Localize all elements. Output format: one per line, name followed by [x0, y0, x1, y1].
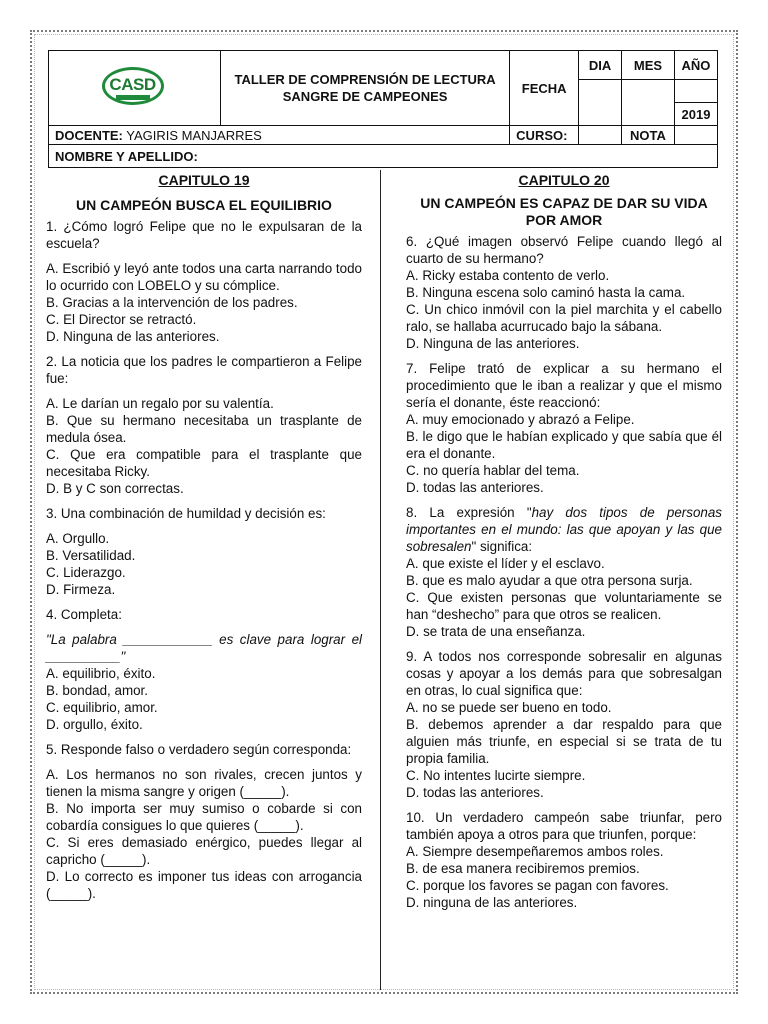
q1-option-a[interactable]: A. Escribió y leyó ante todos una carta narrando todo lo ocurrido con LOBELO y su cómplice. [46, 261, 362, 293]
book-title: SANGRE DE CAMPEONES [282, 89, 448, 104]
right-column [406, 170, 722, 911]
q4-option-b[interactable]: B. bondad, amor. [46, 683, 148, 698]
dia-label: DIA [579, 51, 622, 80]
q1-option-c[interactable]: C. El Director se retractó. [46, 312, 197, 327]
chapter-20-subtitle: UN CAMPEÓN ES CAPAZ DE DAR SU VIDA POR AMOR [420, 195, 708, 228]
q8-option-a[interactable]: A. que existe el líder y el esclavo. [406, 556, 605, 571]
q2-option-c[interactable]: C. Que era compatible para el trasplante que necesitaba Ricky. [46, 447, 362, 479]
mes-label: MES [622, 51, 675, 80]
ano-label: AÑO [674, 51, 717, 80]
nombre-field[interactable]: NOMBRE Y APELLIDO: [49, 145, 718, 168]
q8-quote: hay dos tipos de personas importantes en el mundo: las que apoyan y las que sobresalen [406, 505, 722, 554]
q7-option-d[interactable]: D. todas las anteriores. [406, 480, 544, 495]
q4-option-d[interactable]: D. orgullo, éxito. [46, 717, 143, 732]
q10-option-c[interactable]: C. porque los favores se pagan con favores. [406, 878, 669, 893]
q10-option-a[interactable]: A. Siempre desempeñaremos ambos roles. [406, 844, 664, 859]
curso-field[interactable] [579, 126, 622, 145]
q1-option-d[interactable]: D. Ninguna de las anteriores. [46, 329, 220, 344]
q3-option-b[interactable]: B. Versatilidad. [46, 548, 136, 563]
q2-option-a[interactable]: A. Le darían un regalo por su valentía. [46, 396, 274, 411]
title-cell [221, 51, 510, 126]
docente-row [49, 126, 510, 145]
q1-option-b[interactable]: B. Gracias a la intervención de los padres. [46, 295, 298, 310]
left-column [46, 170, 362, 902]
q5-statement-b[interactable]: B. No importa ser muy sumiso o cobarde si con cobardía consigues lo que quieres (_____). [46, 801, 362, 833]
question-5: 5. Responde falso o verdadero según corresponda: [46, 742, 352, 757]
school-logo: CASD [102, 67, 168, 109]
q9-option-d[interactable]: D. todas las anteriores. [406, 785, 544, 800]
q9-option-c[interactable]: C. No intentes lucirte siempre. [406, 768, 586, 783]
ano-value: 2019 [674, 103, 717, 126]
q5-statement-d[interactable]: D. Lo correcto es imponer tus ideas con arrogancia (_____). [46, 869, 362, 901]
q9-option-b[interactable]: B. debemos aprender a dar respaldo para que alguien más triunfe, en especial si se trata de tu propia familia. [406, 717, 722, 766]
question-1: 1. ¿Cómo logró Felipe que no le expulsaran de la escuela? [46, 219, 362, 251]
logo-cell [49, 51, 221, 126]
q3-option-a[interactable]: A. Orgullo. [46, 531, 110, 546]
q3-option-c[interactable]: C. Liderazgo. [46, 565, 126, 580]
q6-option-c[interactable]: C. Un chico inmóvil con la piel marchita y el cabello ralo, se hallaba acurrucado bajo la sábana. [406, 302, 722, 334]
header-table [48, 50, 718, 168]
q4-fill-blank[interactable]: "La palabra ____________ es clave para lograr el __________" [46, 632, 362, 664]
question-10: 10. Un verdadero campeón sabe triunfar, pero también apoya a otros para que triunfen, porque: [406, 810, 722, 842]
q8-option-b[interactable]: B. que es malo ayudar a que otra persona surja. [406, 573, 693, 588]
q2-option-d[interactable]: D. B y C son correctas. [46, 481, 184, 496]
chapter-19-heading: CAPITULO 19 [158, 172, 250, 188]
q7-option-b[interactable]: B. le digo que le habían explicado y que sabía que él era el donante. [406, 429, 722, 461]
curso-label: CURSO: [510, 126, 579, 145]
mes-field[interactable] [622, 80, 675, 126]
q2-option-b[interactable]: B. Que su hermano necesitaba un trasplante de medula ósea. [46, 413, 362, 445]
question-2: 2. La noticia que los padres le compartieron a Felipe fue: [46, 354, 362, 386]
question-4: 4. Completa: [46, 607, 122, 622]
nota-field[interactable] [674, 126, 717, 145]
q4-option-a[interactable]: A. equilibrio, éxito. [46, 666, 156, 681]
docente-value: YAGIRIS MANJARRES [122, 127, 262, 143]
docente-label: DOCENTE: [55, 127, 123, 143]
column-divider [380, 170, 381, 990]
q7-option-a[interactable]: A. muy emocionado y abrazó a Felipe. [406, 412, 635, 427]
q6-option-b[interactable]: B. Ninguna escena solo caminó hasta la cama. [406, 285, 686, 300]
chapter-20-heading: CAPITULO 20 [518, 172, 610, 188]
q5-statement-c[interactable]: C. Si eres demasiado enérgico, puedes llegar al capricho (_____). [46, 835, 362, 867]
question-8: 8. La expresión "hay dos tipos de personas importantes en el mundo: las que apoyan y las que sobresalen" significa: [406, 505, 722, 554]
question-9: 9. A todos nos corresponde sobresalir en algunas cosas y apoyar a los demás para que sobresalgan en otras, lo cual significa que: [406, 649, 722, 698]
nota-label: NOTA [622, 126, 675, 145]
q3-option-d[interactable]: D. Firmeza. [46, 582, 116, 597]
q10-option-d[interactable]: D. ninguna de las anteriores. [406, 895, 578, 910]
q5-statement-a[interactable]: A. Los hermanos no son rivales, crecen juntos y tienen la misma sangre y origen (_____). [46, 767, 362, 799]
dia-field[interactable] [579, 80, 622, 126]
q6-option-a[interactable]: A. Ricky estaba contento de verlo. [406, 268, 610, 283]
q4-option-c[interactable]: C. equilibrio, amor. [46, 700, 158, 715]
question-7: 7. Felipe trató de explicar a su hermano el procedimiento que le iban a realizar y que el mismo sería el donante, éste reaccionó: [406, 361, 722, 410]
fecha-label: FECHA [510, 51, 579, 126]
chapter-19-subtitle: UN CAMPEÓN BUSCA EL EQUILIBRIO [76, 197, 332, 213]
q10-option-b[interactable]: B. de esa manera recibiremos premios. [406, 861, 640, 876]
q8-option-d[interactable]: D. se trata de una enseñanza. [406, 624, 586, 639]
question-6: 6. ¿Qué imagen observó Felipe cuando llegó al cuarto de su hermano? [406, 234, 722, 266]
question-3: 3. Una combinación de humildad y decisión es: [46, 506, 326, 521]
q9-option-a[interactable]: A. no se puede ser bueno en todo. [406, 700, 612, 715]
worksheet-title: TALLER DE COMPRENSIÓN DE LECTURA [234, 72, 496, 87]
q7-option-c[interactable]: C. no quería hablar del tema. [406, 463, 580, 478]
q8-option-c[interactable]: C. Que existen personas que voluntariamente se han “deshecho” para que otros se realicen. [406, 590, 722, 622]
q6-option-d[interactable]: D. Ninguna de las anteriores. [406, 336, 580, 351]
